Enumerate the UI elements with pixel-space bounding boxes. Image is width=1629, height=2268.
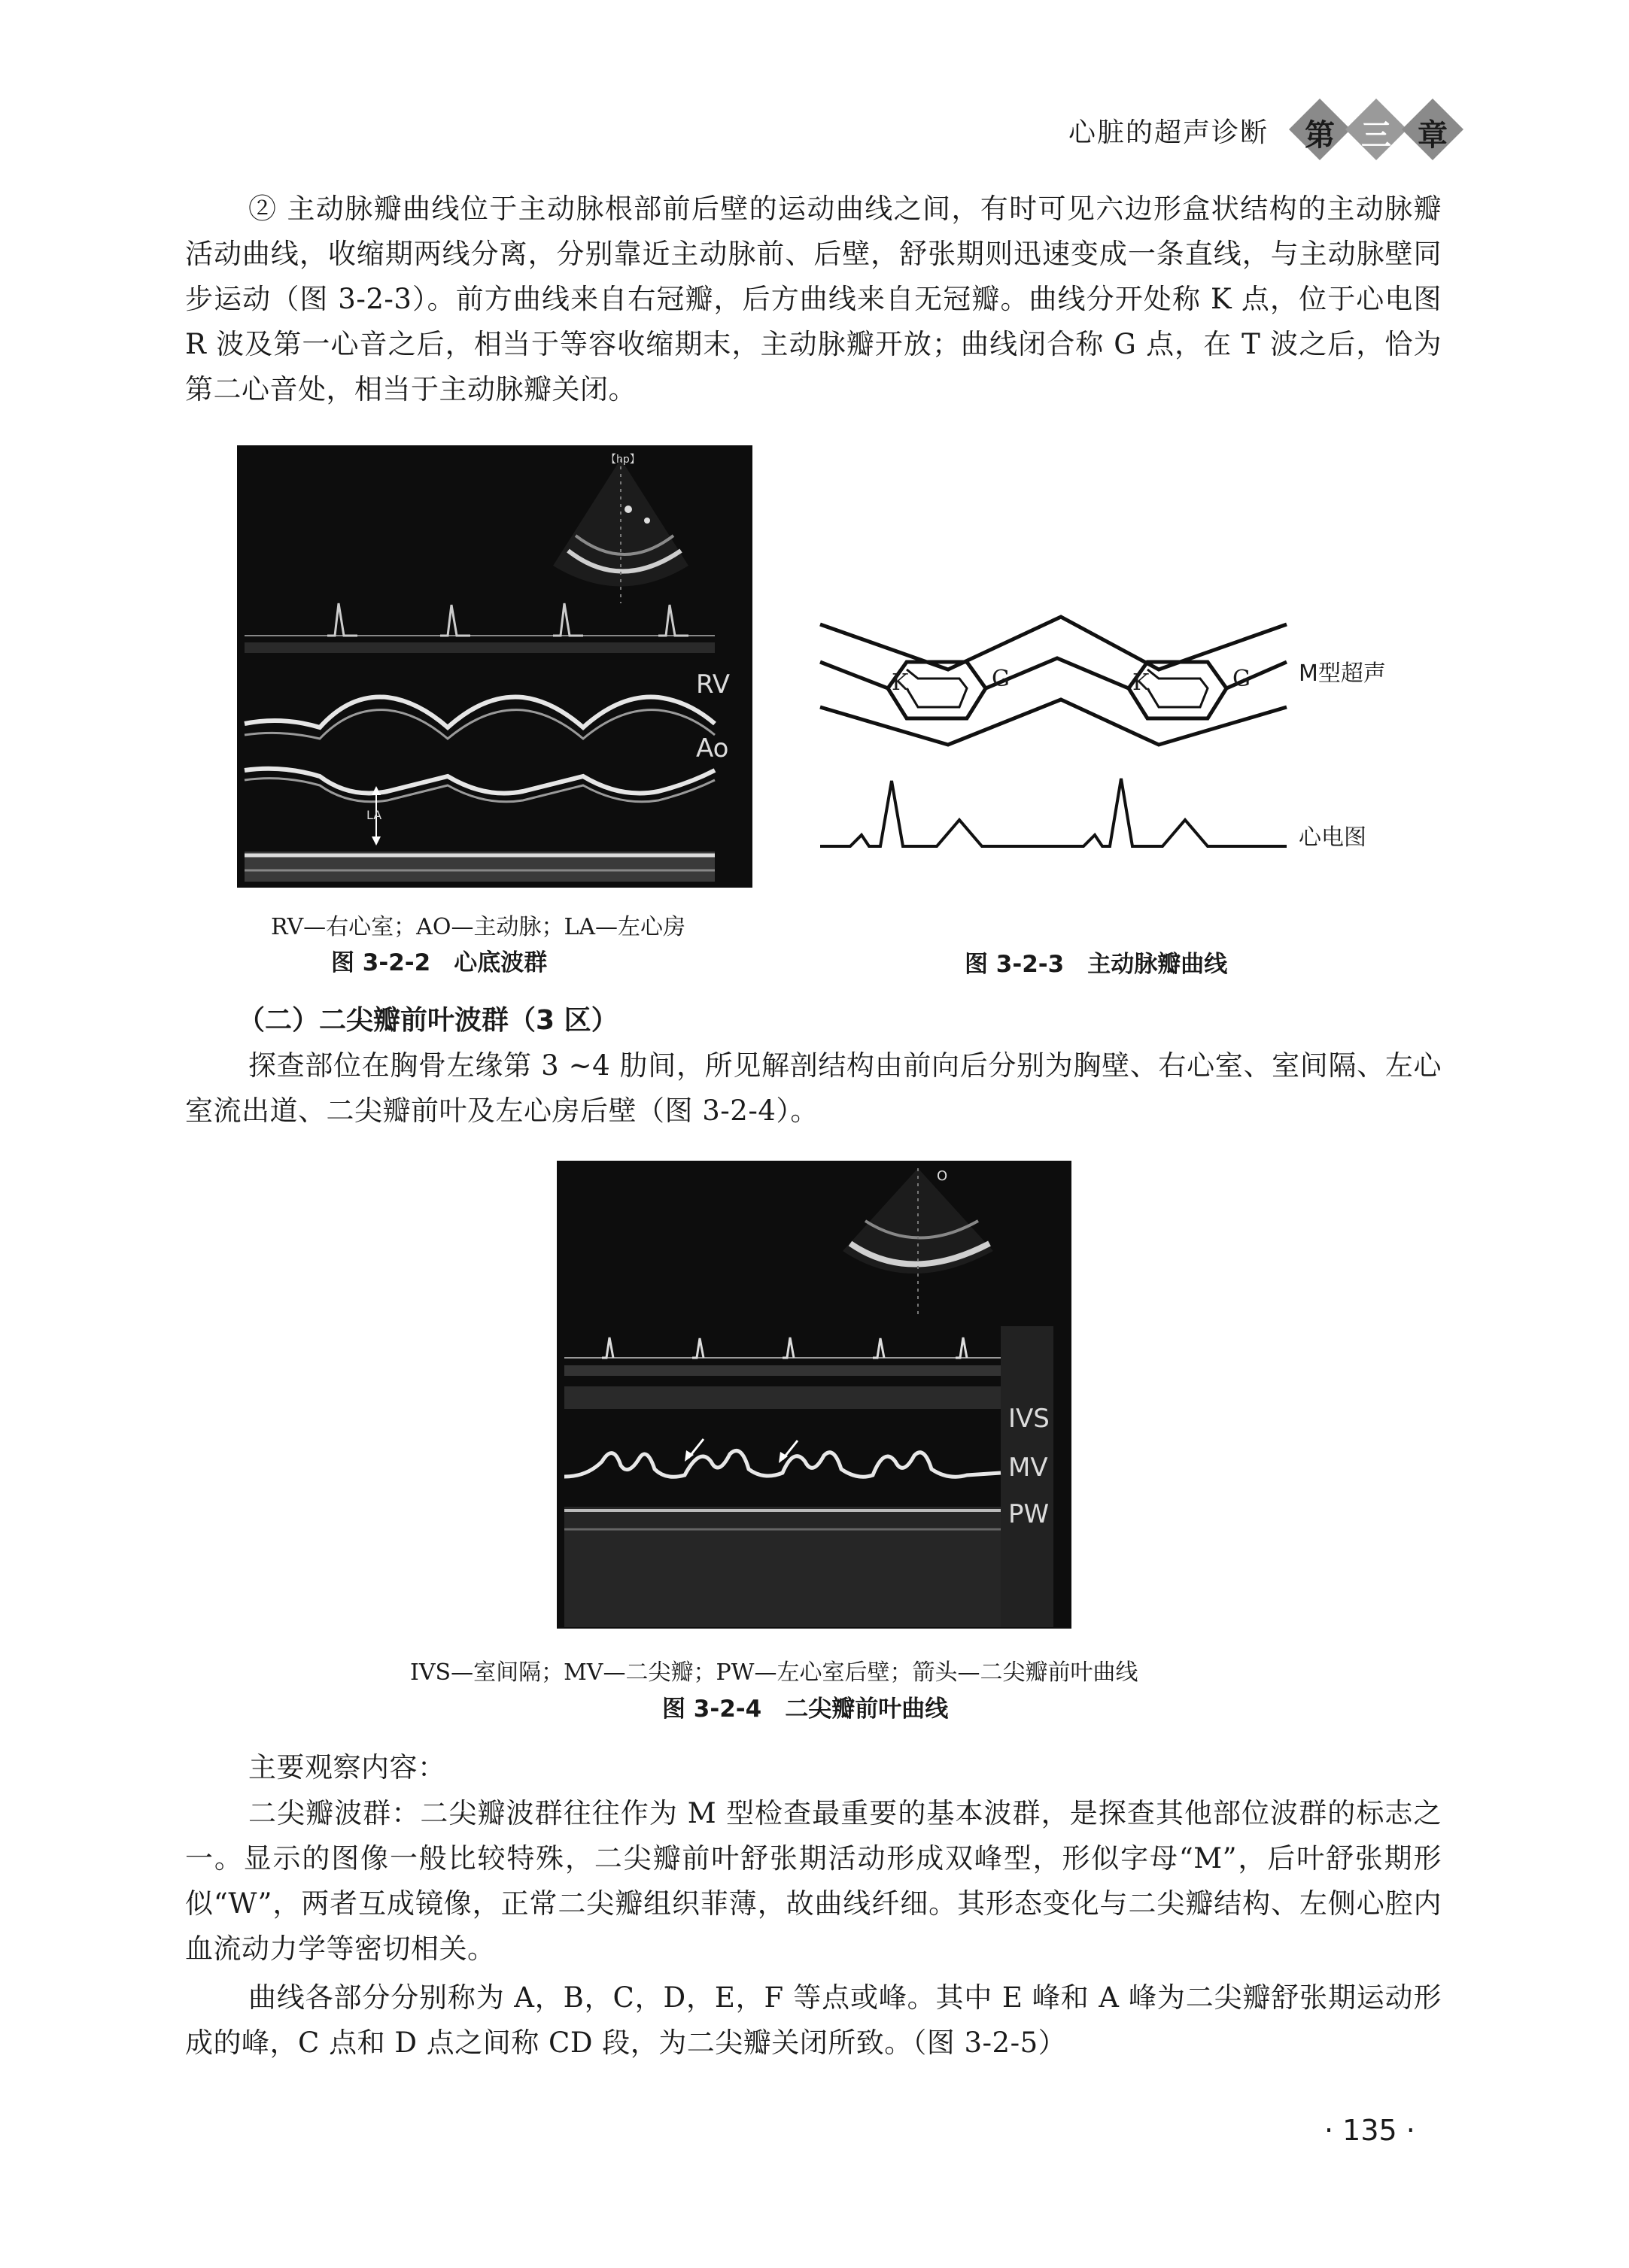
chapter-char: 第 xyxy=(1305,118,1335,153)
label-la: LA xyxy=(366,808,382,822)
paragraph-mitral-wave: 二尖瓣波群：二尖瓣波群往往作为 M 型检查最重要的基本波群，是探查其他部位波群的标志之一。显示的图像一般比较特殊，二尖瓣前叶舒张期活动形成双峰型，形似字母“M”，后叶舒张期形似“W”，两者互成镜像，正常二尖瓣组织菲薄，故曲线纤细。其形态变化与二尖瓣结构、左侧心腔内血流动力学等密切相关。 xyxy=(185,1797,1442,1965)
label-ivs: IVS xyxy=(1008,1404,1050,1434)
paragraph-aortic-valve: ② 主动脉瓣曲线位于主动脉根部前后壁的运动曲线之间，有时可见六边形盒状结构的主动脉瓣活动曲线，收缩期两线分离，分别靠近主动脉前、后壁，舒张期则迅速变成一条直线，与主动脉壁同步运动（图 3-2-3）。前方曲线来自右冠瓣，后方曲线来自无冠瓣。曲线分开处称 K 点，位于心电图 R 波及第一心音之后，相当于等容收缩期末，主动脉瓣开放；曲线闭合称 G 点，在 T 波之后，恰为第二心音处，相当于主动脉瓣关闭。 xyxy=(185,193,1442,405)
label-pw: PW xyxy=(1008,1499,1050,1529)
figure-3-2-4-legend: IVS—室间隔；MV—二尖瓣；PW—左心室后壁；箭头—二尖瓣前叶曲线 xyxy=(410,1659,1138,1686)
page-number: · 135 · xyxy=(1324,2114,1415,2147)
point-k-2: K xyxy=(1132,669,1150,696)
paragraph-curve-points: 曲线各部分分别称为 A，B，C，D，E，F 等点或峰。其中 E 峰和 A 峰为二尖瓣舒张期运动形成的峰，C 点和 D 点之间称 CD 段，为二尖瓣关闭所致。（图 3-2-5） xyxy=(185,1981,1442,2059)
label-mv: MV xyxy=(1008,1453,1048,1483)
paragraph-probe-site: 探查部位在胸骨左缘第 3 ~4 肋间，所见解剖结构由前向后分别为胸壁、右心室、室间隔、左心室流出道、二尖瓣前叶及左心房后壁（图 3-2-4）。 xyxy=(185,1049,1442,1127)
figure-3-2-3-diagram xyxy=(805,594,1302,865)
figure-3-2-4-image xyxy=(557,1161,1071,1629)
ultrasound-m-mode-aortic xyxy=(237,445,752,888)
section-subheading: （二）二尖瓣前叶波群（3 区） xyxy=(238,1005,618,1036)
label-ecg: 心电图 xyxy=(1299,824,1366,851)
probe-tag: 【hp】 xyxy=(606,454,640,466)
paragraph-observation-heading: 主要观察内容： xyxy=(248,1751,446,1784)
label-rv: RV xyxy=(696,669,731,700)
point-k-1: K xyxy=(892,669,909,696)
figure-3-2-3-title: 图 3-2-3 主动脉瓣曲线 xyxy=(965,951,1228,978)
figure-3-2-2-title: 图 3-2-2 心底波群 xyxy=(331,949,548,976)
figure-3-2-2-image xyxy=(237,445,752,888)
aortic-valve-curve-diagram xyxy=(805,594,1302,865)
figure-3-2-4-title: 图 3-2-4 二尖瓣前叶曲线 xyxy=(662,1696,949,1723)
label-ao: Ao xyxy=(696,733,729,764)
running-header: 心脏的超声诊断 xyxy=(1068,117,1269,148)
probe-tag: O xyxy=(937,1168,948,1184)
chapter-char: 章 xyxy=(1418,118,1448,153)
chapter-char: 三 xyxy=(1361,118,1391,153)
point-g-2: G xyxy=(1232,666,1251,692)
figure-3-2-2-legend: RV—右心室；AO—主动脉；LA—左心房 xyxy=(271,914,686,940)
point-g-1: G xyxy=(992,666,1010,692)
label-m-mode: M型超声 xyxy=(1299,660,1386,687)
ultrasound-m-mode-mitral xyxy=(557,1161,1071,1629)
